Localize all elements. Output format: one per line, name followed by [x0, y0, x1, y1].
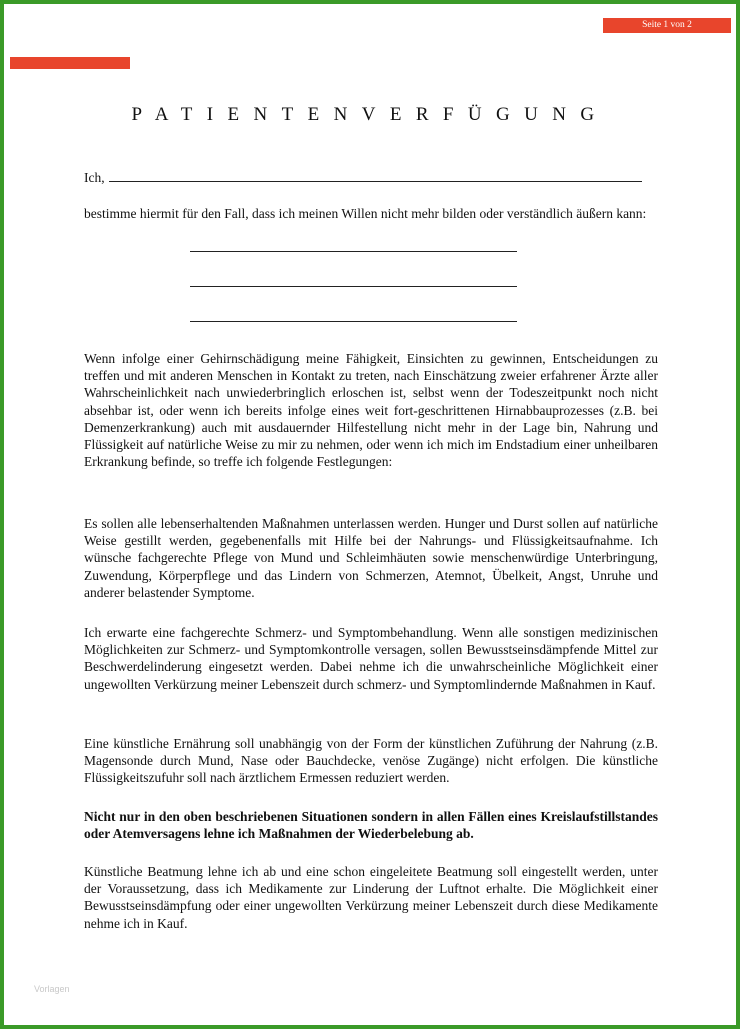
name-line	[84, 167, 642, 186]
condition-blank-1[interactable]	[190, 251, 517, 252]
paragraph-conditions: Wenn infolge einer Gehirnschädigung meine Fähigkeit, Einsichten zu gewinnen, Entscheidungen zu treffen und mit anderen Menschen in Kontakt zu treten, nach Einschätzung zweier erfahrener Ärzte aller Wahrscheinlichkeit nach unwiederbringlich erloschen ist, selbst wenn der Todeszeitpunkt noch nicht absehbar ist, oder wenn ich bereits infolge eines weit fort-geschrittenen Hirnabbauprozesses (z.B. bei Demenzerkrankung) auch mit ausdauernder Hilfestellung nicht mehr in der Lage bin, Nahrung und Flüssigkeit auf natürliche Weise zu mir zu nehmen, oder wenn ich mich im Endstadium einer unheilbaren Erkrankung befinde, so treffe ich folgende Festlegungen:	[84, 351, 658, 470]
paragraph-life-support: Es sollen alle lebenserhaltenden Maßnahmen unterlassen werden. Hunger und Durst sollen auf natürliche Weise gestillt werden, gegebenenfalls mit Hilfe bei der Nahrungs- und Flüssigkeitsaufnahme. Ich wünsche fachgerechte Pflege von Mund und Schleimhäuten sowie menschenwürdige Unterbringung, Zuwendung, Körperpflege und das Lindern von Schmerzen, Atemnot, Übelkeit, Angst, Unruhe und anderer belastender Symptome.	[84, 516, 658, 600]
page-indicator: Seite 1 von 2	[603, 18, 731, 33]
paragraph-pain-treatment: Ich erwarte eine fachgerechte Schmerz- und Symptombehandlung. Wenn alle sonstigen medizinischen Möglichkeiten zur Schmerz- und Symptomkontrolle versagen, sollen Bewusstseinsdämpfende Mittel zur Beschwerdelinderung eingesetzt werden. Dabei nehme ich die unwahrscheinliche Möglichkeit einer ungewollten Verkürzung meiner Lebenszeit durch schmerz- und Symptomlindernde Maßnahmen in Kauf.	[84, 625, 658, 692]
ich-label: Ich,	[84, 170, 105, 185]
paragraph-nutrition: Eine künstliche Ernährung soll unabhängig von der Form der künstlichen Zuführung der Nahrung (z.B. Magensonde durch Mund, Nase oder Bauchdecke, venöse Zugänge) nicht erfolgen. Die künstliche Flüssigkeitszufuhr soll nach ärztlichem Ermessen reduziert werden.	[84, 736, 658, 786]
intro-text: bestimme hiermit für den Fall, dass ich meinen Willen nicht mehr bilden oder verständlich äußern kann:	[84, 206, 647, 221]
condition-blank-3[interactable]	[190, 321, 517, 322]
document-title: PATIENTENVERFÜGUNG	[131, 104, 609, 125]
accent-bar	[10, 57, 130, 69]
name-blank[interactable]	[109, 167, 642, 182]
condition-blank-2[interactable]	[190, 286, 517, 287]
watermark: Vorlagen	[34, 984, 70, 994]
paragraph-resuscitation: Nicht nur in den oben beschriebenen Situationen sondern in allen Fällen eines Kreislaufstillstandes oder Atemversagens lehne ich Maßnahmen der Wiederbelebung ab.	[84, 809, 658, 842]
paragraph-ventilation: Künstliche Beatmung lehne ich ab und eine schon eingeleitete Beatmung soll eingestellt werden, unter der Voraussetzung, dass ich Medikamente zur Linderung der Luftnot erhalte. Die Möglichkeit einer Bewusstseinsdämpfung oder einer ungewollten Verkürzung meiner Lebenszeit durch diese Medikamente nehme ich in Kauf.	[84, 864, 658, 931]
